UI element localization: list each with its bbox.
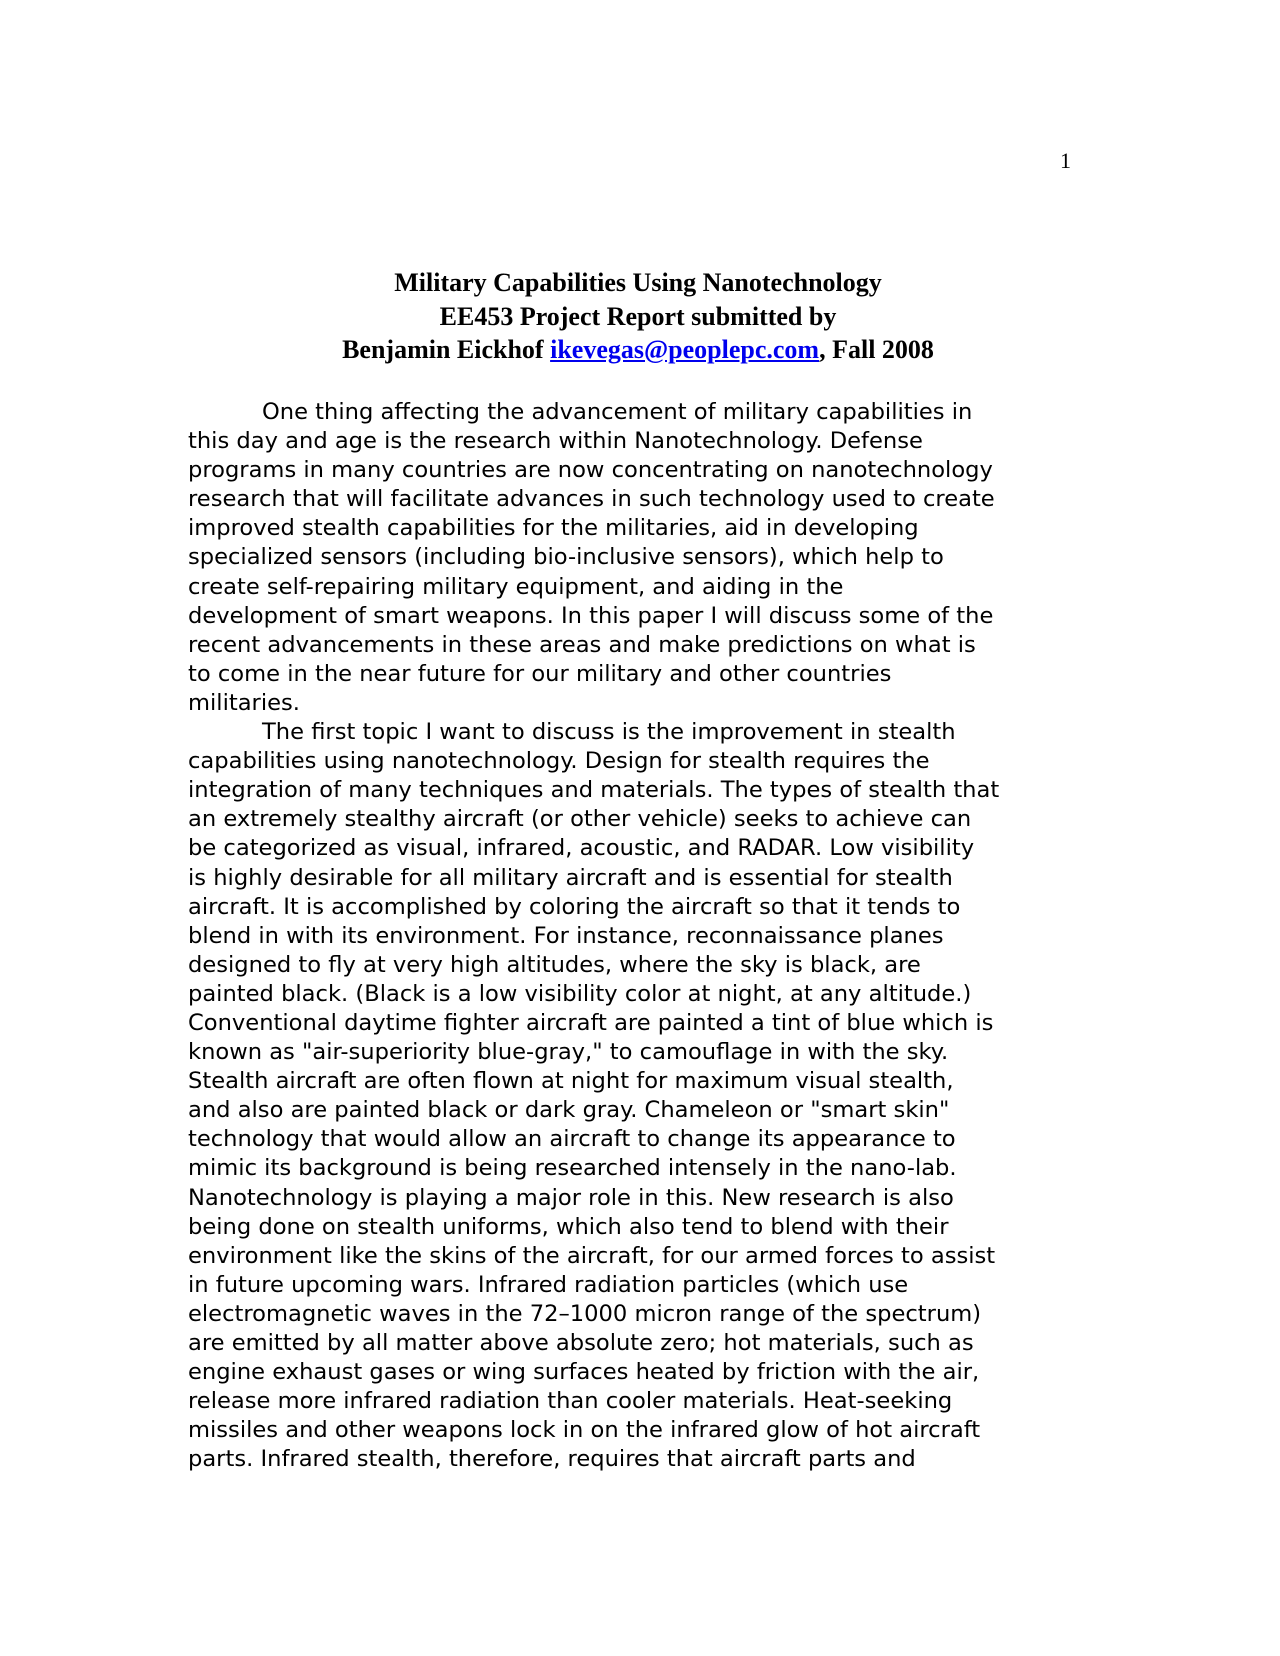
body-line: mimic its background is being researched intensely in the nano-lab. — [188, 1155, 957, 1182]
body-line: The first topic I want to discuss is the improvement in stealth — [262, 719, 956, 746]
body-line: development of smart weapons. In this paper I will discuss some of the — [188, 602, 994, 629]
body-line: environment like the skins of the aircraft, for our armed forces to assist — [188, 1242, 996, 1269]
body-line: an extremely stealthy aircraft (or other vehicle) seeks to achieve can — [188, 806, 972, 833]
body-line: be categorized as visual, infrared, acoustic, and RADAR. Low visibility — [188, 835, 975, 862]
body-line: specialized sensors (including bio-inclusive sensors), which help to — [188, 544, 944, 571]
body-line: capabilities using nanotechnology. Design for stealth requires the — [188, 748, 930, 775]
body-line: Stealth aircraft are often flown at night for maximum visual stealth, — [188, 1068, 954, 1095]
body-line: Nanotechnology is playing a major role in this. New research is also — [188, 1184, 954, 1211]
body-line: release more infrared radiation than cooler materials. Heat-seeking — [188, 1388, 953, 1415]
body-line: recent advancements in these areas and make predictions on what is — [188, 631, 976, 658]
document-subtitle: EE453 Project Report submitted by — [439, 301, 837, 331]
body-line: create self-repairing military equipment, and aiding in the — [188, 573, 844, 600]
body-line: missiles and other weapons lock in on the infrared glow of hot aircraft — [188, 1417, 981, 1444]
term-text: , Fall 2008 — [819, 335, 934, 364]
body-line: electromagnetic waves in the 72–1000 micron range of the spectrum) — [188, 1300, 982, 1327]
body-line: is highly desirable for all military aircraft and is essential for stealth — [188, 864, 953, 891]
body-line: designed to fly at very high altitudes, where the sky is black, are — [188, 951, 921, 978]
body-line: Conventional daytime fighter aircraft are painted a tint of blue which is — [188, 1009, 994, 1036]
author-line — [188, 333, 1088, 367]
body-line: parts. Infrared stealth, therefore, requires that aircraft parts and — [188, 1446, 916, 1473]
body-line: improved stealth capabilities for the militaries, aid in developing — [188, 515, 919, 542]
body-line: known as "air-superiority blue-gray," to camouflage in with the sky. — [188, 1039, 949, 1066]
body-line: integration of many techniques and materials. The types of stealth that — [188, 777, 1000, 804]
author-email-link[interactable]: ikevegas@peoplepc.com — [550, 335, 820, 364]
body-line: programs in many countries are now concentrating on nanotechnology — [188, 457, 993, 484]
body-line: being done on stealth uniforms, which also tend to blend with their — [188, 1213, 949, 1240]
body-line: technology that would allow an aircraft to change its appearance to — [188, 1126, 956, 1153]
body-line: this day and age is the research within Nanotechnology. Defense — [188, 428, 923, 455]
author-name: Benjamin Eickhof — [342, 335, 544, 364]
body-line: aircraft. It is accomplished by coloring the aircraft so that it tends to — [188, 893, 961, 920]
body-line: One thing affecting the advancement of military capabilities in — [262, 399, 973, 425]
body-line: painted black. (Black is a low visibility color at night, at any altitude.) — [188, 980, 972, 1007]
body-line: militaries. — [188, 689, 300, 716]
body-line: blend in with its environment. For instance, reconnaissance planes — [188, 922, 944, 949]
document-header — [188, 266, 1088, 367]
body-line: to come in the near future for our military and other countries — [188, 660, 892, 687]
body-text — [188, 398, 1108, 1474]
body-line: research that will facilitate advances in such technology used to create — [188, 486, 995, 513]
body-line: engine exhaust gases or wing surfaces heated by friction with the air, — [188, 1359, 980, 1386]
document-title: Military Capabilities Using Nanotechnology — [394, 268, 882, 297]
body-line: in future upcoming wars. Infrared radiation particles (which use — [188, 1271, 909, 1298]
body-line: are emitted by all matter above absolute zero; hot materials, such as — [188, 1330, 974, 1356]
body-line: and also are painted black or dark gray. Chameleon or "smart skin" — [188, 1097, 950, 1124]
page-number: 1 — [1060, 148, 1071, 173]
